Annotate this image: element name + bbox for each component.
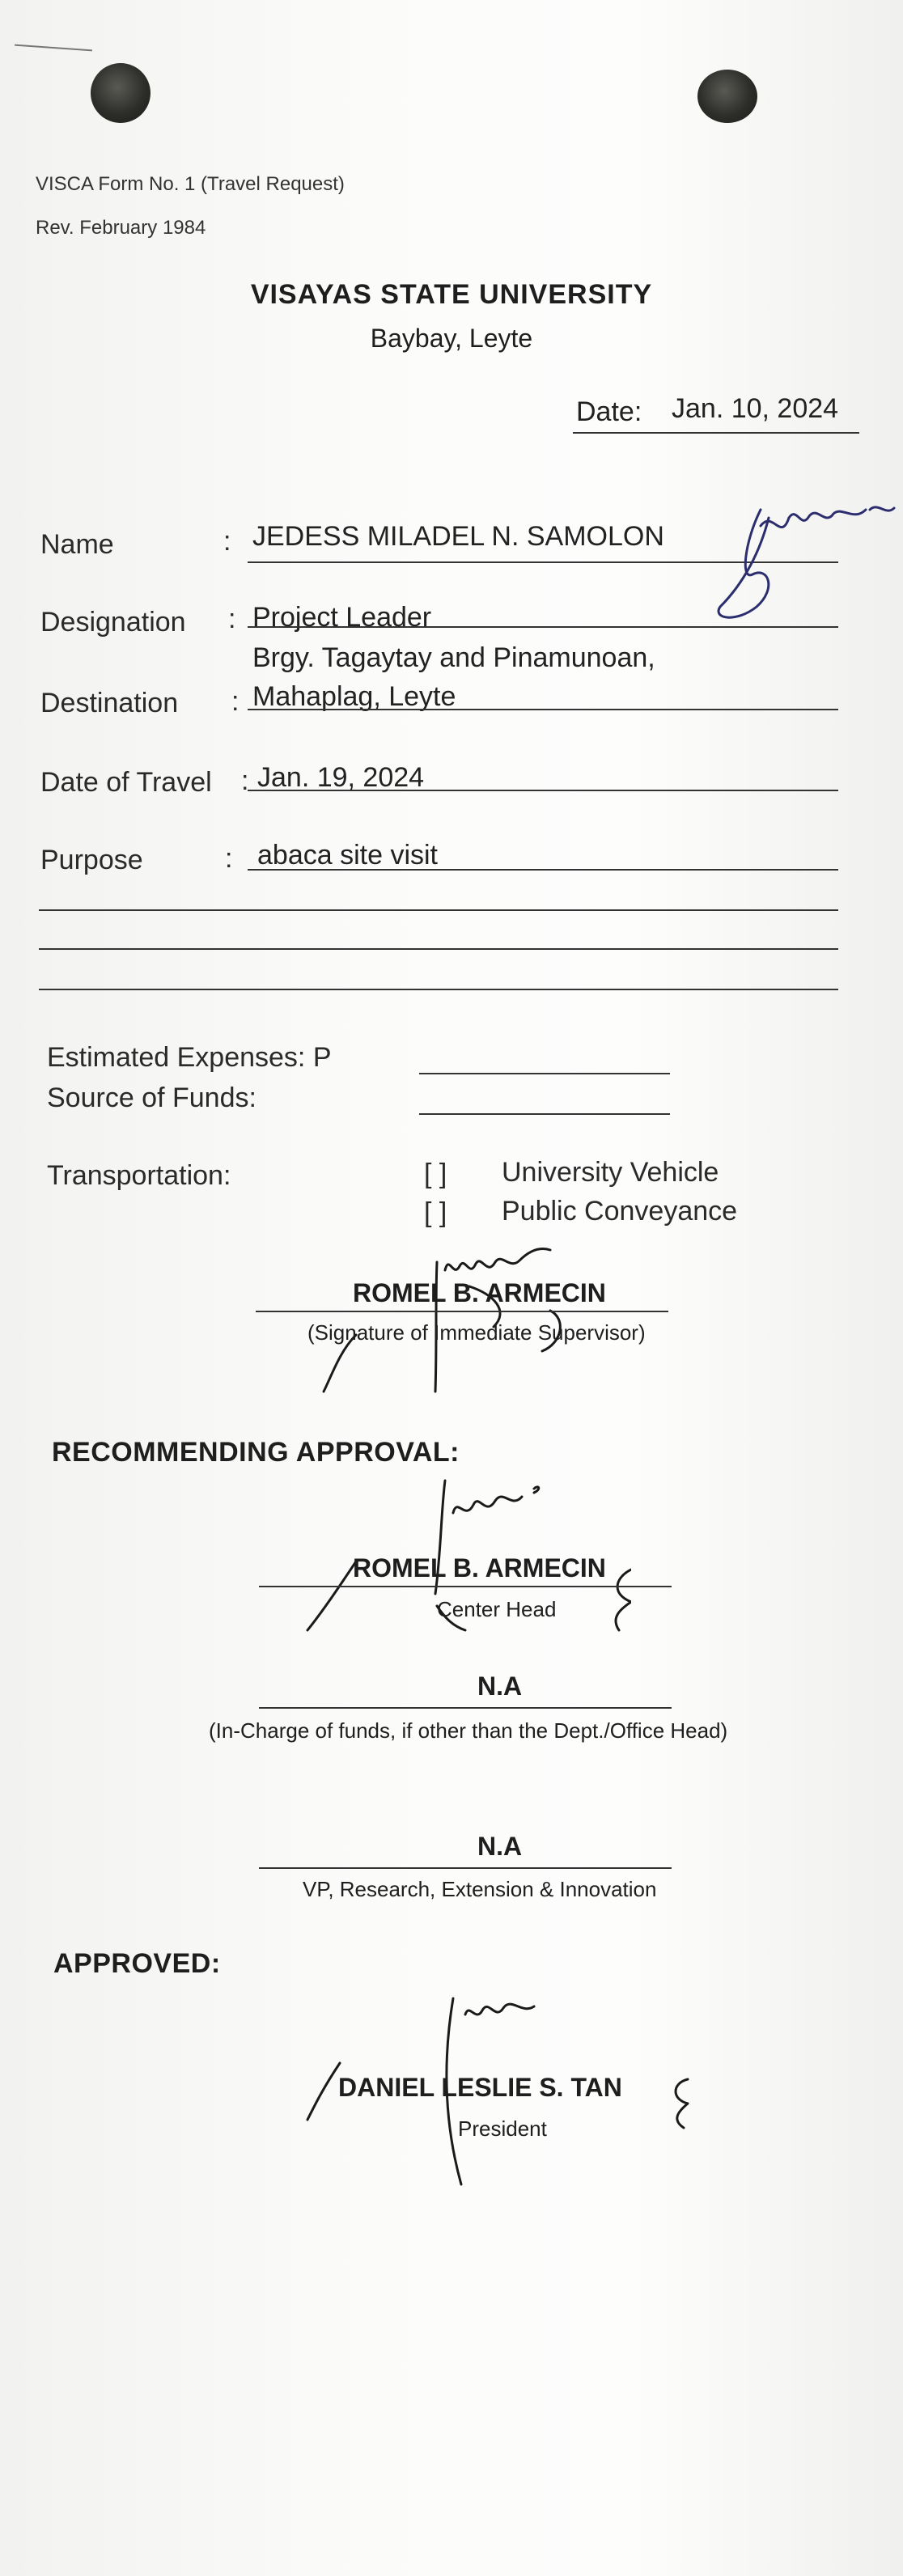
date-of-travel-label: Date of Travel — [40, 767, 212, 798]
date-of-travel-underline — [248, 790, 838, 791]
source-of-funds-label: Source of Funds: — [47, 1083, 256, 1113]
punch-hole-left — [91, 63, 150, 123]
supervisor-signature-line — [256, 1311, 668, 1312]
estimated-expenses-underline — [419, 1073, 670, 1074]
date-label: Date: — [576, 396, 642, 427]
purpose-extra-line-3 — [39, 989, 838, 990]
form-number: VISCA Form No. 1 (Travel Request) — [36, 173, 345, 195]
name-value: JEDESS MILADEL N. SAMOLON — [252, 521, 664, 552]
vp-signature-line — [259, 1867, 672, 1869]
destination-underline — [248, 709, 838, 710]
designation-value: Project Leader — [252, 602, 432, 633]
designation-underline — [248, 626, 838, 628]
supervisor-name: ROMEL B. ARMECIN — [353, 1278, 606, 1307]
purpose-underline — [248, 869, 838, 871]
approved-heading: APPROVED: — [53, 1948, 221, 1979]
purpose-extra-line-2 — [39, 948, 838, 950]
public-conveyance-checkbox[interactable]: [ ] — [424, 1197, 447, 1228]
supervisor-signature — [307, 1238, 583, 1400]
date-of-travel-value: Jan. 19, 2024 — [257, 762, 425, 793]
purpose-value: abaca site visit — [257, 840, 438, 871]
funds-incharge-signature-line — [259, 1707, 672, 1709]
destination-label: Destination — [40, 688, 179, 718]
center-head-name: ROMEL B. ARMECIN — [353, 1553, 606, 1582]
source-of-funds-underline — [419, 1113, 670, 1115]
punch-hole-right — [697, 70, 757, 123]
designation-colon: : — [228, 604, 236, 634]
vp-title: VP, Research, Extension & Innovation — [303, 1877, 657, 1901]
estimated-expenses-label: Estimated Expenses: P — [47, 1042, 332, 1073]
name-colon: : — [223, 526, 231, 557]
date-value: Jan. 10, 2024 — [672, 393, 839, 424]
destination-value-line2: Mahaplag, Leyte — [252, 681, 456, 712]
president-title: President — [458, 2116, 547, 2141]
purpose-extra-line-1 — [39, 909, 838, 911]
vp-name: N.A — [477, 1832, 523, 1861]
university-name: VISAYAS STATE UNIVERSITY — [250, 279, 653, 310]
destination-colon: : — [231, 686, 240, 717]
funds-incharge-name: N.A — [477, 1671, 523, 1701]
president-name: DANIEL LESLIE S. TAN — [338, 2073, 622, 2102]
form-revision: Rev. February 1984 — [36, 217, 206, 239]
purpose-colon: : — [225, 843, 233, 874]
funds-incharge-title: (In-Charge of funds, if other than the Dept./Office Head) — [209, 1718, 728, 1743]
date-of-travel-colon: : — [241, 765, 249, 796]
requester-signature — [712, 494, 898, 623]
purpose-label: Purpose — [40, 845, 143, 875]
transportation-label: Transportation: — [47, 1160, 231, 1191]
center-head-title: Center Head — [437, 1597, 557, 1621]
destination-value-line1: Brgy. Tagaytay and Pinamunoan, — [252, 642, 655, 673]
university-vehicle-label: University Vehicle — [502, 1157, 719, 1188]
recommending-approval-heading: RECOMMENDING APPROVAL: — [52, 1437, 460, 1468]
supervisor-title: (Signature of Immediate Supervisor) — [307, 1320, 646, 1345]
public-conveyance-label: Public Conveyance — [502, 1196, 738, 1227]
center-head-signature-line — [259, 1586, 672, 1587]
date-underline — [573, 432, 859, 434]
university-vehicle-checkbox[interactable]: [ ] — [424, 1159, 447, 1189]
university-location: Baybay, Leyte — [370, 324, 533, 353]
designation-label: Designation — [40, 607, 186, 638]
name-label: Name — [40, 529, 114, 560]
stray-mark — [15, 44, 92, 52]
